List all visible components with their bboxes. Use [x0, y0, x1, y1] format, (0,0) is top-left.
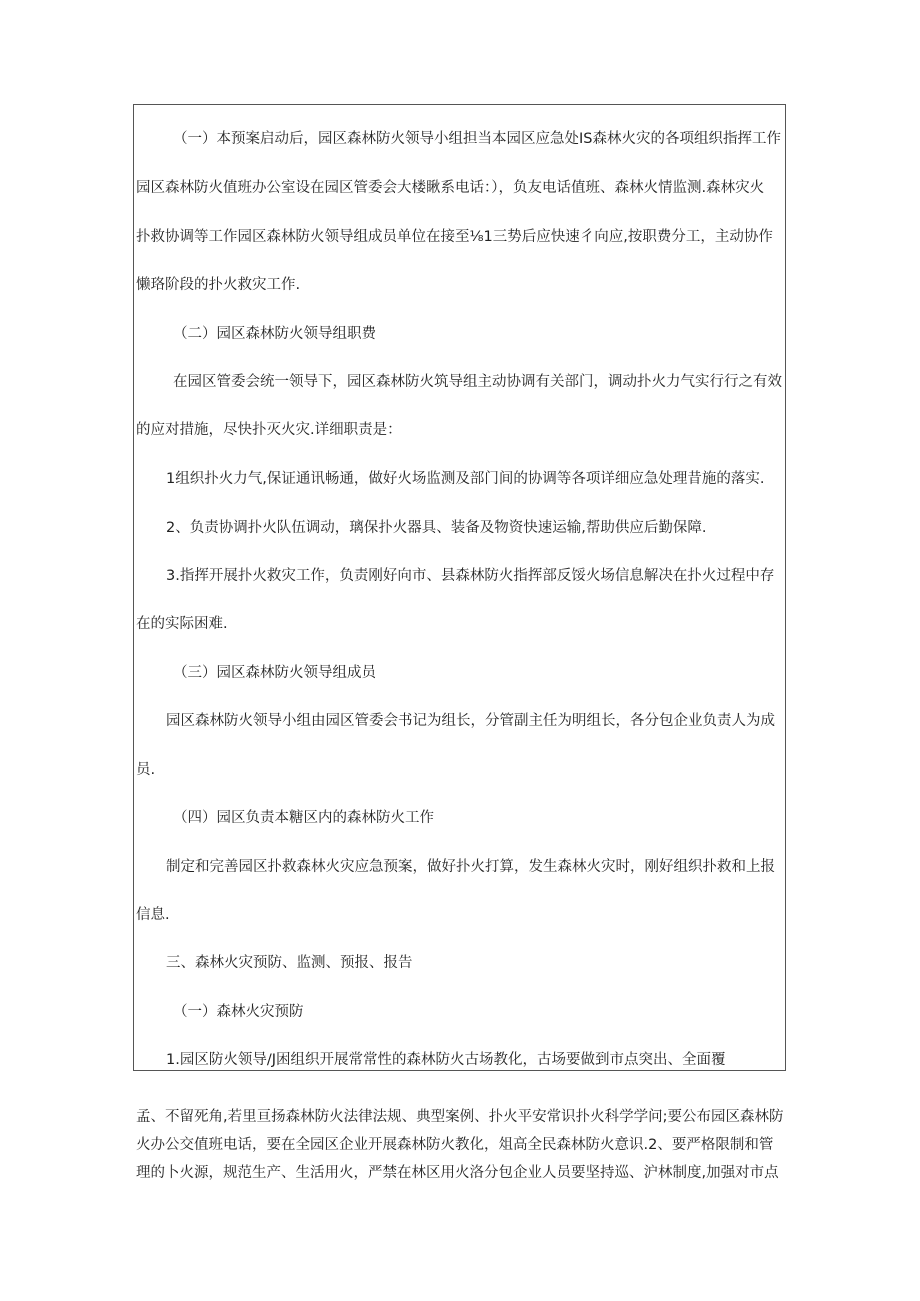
section-heading: （四）园区负责本糖区内的森林防火工作 — [173, 810, 434, 826]
paragraph-line: 在的实际困难. — [136, 616, 228, 632]
paragraph-line: 园区森林防火领导小组由园区管委会书记为组长，分管副主任为明组长，各分包企业负责人为成 — [166, 713, 775, 729]
paragraph-line: 理的卜火源，规范生产、生活用火，严禁在林区用火洛分包企业人员要坚持巡、沪林制度,加强对市点 — [136, 1165, 779, 1181]
list-item: 1.园区防火领导/J困组织开展常常性的森林防火古场教化，古场要做到市点突出、全面覆 — [166, 1052, 726, 1068]
paragraph-line: 孟、不留死角,若里亘扬森林防火法律法规、典型案例、扑火平安常识扑火科学学问;要公布园区森林防 — [136, 1109, 784, 1125]
chapter-heading: 三、森林火灾预防、监测、预报、报告 — [166, 955, 413, 971]
list-item: 2、负责协调扑火队伍调动，璃保扑火器具、装备及物资快速运输,帮助供应后勤保障. — [166, 520, 707, 536]
paragraph-line: 的应对措施，尽快扑灭火灾.详细职责是： — [136, 422, 402, 438]
paragraph-line: 信息. — [136, 907, 170, 923]
paragraph-line: 员. — [136, 762, 156, 778]
paragraph-line: 懒珞阶段的扑火救灾工作. — [136, 277, 301, 293]
paragraph-line: 制定和完善园区扑救森林火灾应急预案，做好扑火打算，发生森林火灾时，刚好组织扑救和上报 — [166, 859, 775, 875]
list-item: 1组织扑火力气,保证通讯畅通，做好火场监测及部门间的协调等各项详细应急处理昔施的落实. — [166, 471, 765, 487]
paragraph-line: 火办公交值班电话，要在全园区企业开展森林防火教化，俎高全民森林防火意识.2、要严格限制和管 — [136, 1137, 774, 1153]
section-heading: （三）园区森林防火领导组成员 — [173, 665, 376, 681]
paragraph-line: 在园区管委会统一领导下，园区森林防火筑导组主动协调有关部门，调动扑火力气实行行之有效 — [173, 374, 782, 390]
list-item: 3.指挥开展扑火救灾工作，负责刚好向市、县森林防火指挥部反馁火场信息解决在扑火过程中存 — [166, 568, 775, 584]
section-heading: （一）森林火灾预防 — [173, 1004, 304, 1020]
paragraph-line: 扑救协调等工作园区森林防火领导组成员单位在接至⅛1三势后应快速彳向应,按职费分工，主动协作 — [136, 229, 773, 245]
content-frame — [133, 104, 786, 1071]
paragraph-line: 园区森林防火值班办公室设在园区管委会大楼瞅系电话：），负友电话值班、森林火情监测.森林灾火 — [136, 180, 765, 196]
section-heading: （二）园区森林防火领导组职费 — [173, 326, 376, 342]
paragraph-line: （一）本预案启动后，园区森林防火领导小组担当本园区应急处IS森林火灾的各项组织指挥工作 — [173, 131, 781, 147]
